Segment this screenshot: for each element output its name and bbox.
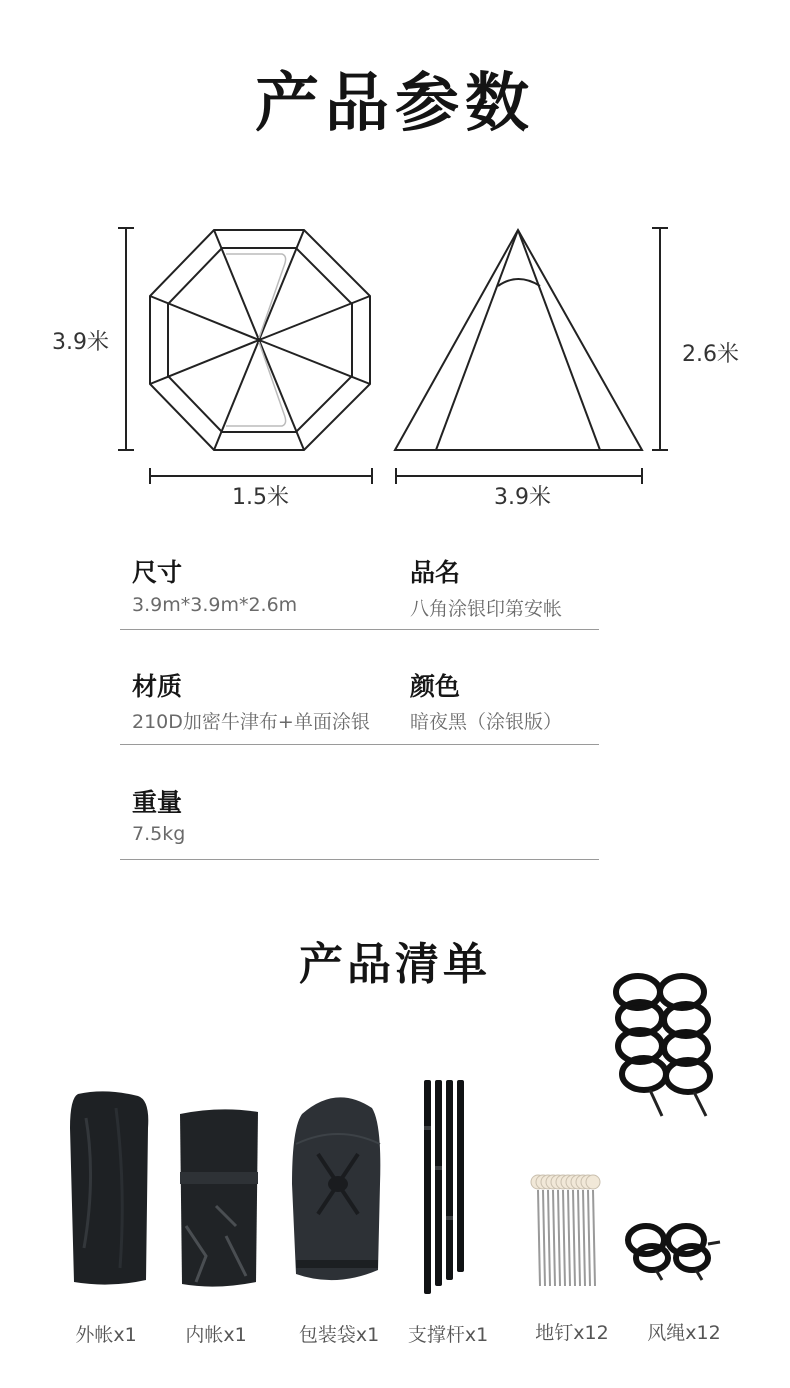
inner-tent-image bbox=[176, 1106, 262, 1290]
ground-stakes-image bbox=[528, 1170, 604, 1290]
packing-item-support-pole: 支撑杆x1 bbox=[407, 1324, 489, 1346]
packing-item-carry-bag: 包装袋x1 bbox=[298, 1324, 380, 1346]
side-view-height-bar bbox=[652, 228, 668, 450]
tent-side-view bbox=[395, 230, 642, 450]
spec-weight-value: 7.5kg bbox=[132, 823, 186, 845]
spec-name-key: 品名 bbox=[410, 558, 461, 587]
spec-material-value: 210D加密牛津布+单面涂银 bbox=[132, 711, 370, 733]
spec-size-key: 尺寸 bbox=[132, 558, 183, 587]
wind-rope-image bbox=[620, 1214, 724, 1286]
side-view-width-label: 3.9米 bbox=[494, 485, 551, 510]
tent-top-view bbox=[150, 230, 370, 450]
top-view-height-bar bbox=[118, 228, 134, 450]
side-view-height-label: 2.6米 bbox=[682, 342, 739, 367]
spec-weight-key: 重量 bbox=[132, 788, 183, 817]
spec-divider bbox=[120, 859, 599, 860]
packing-item-ground-stakes: 地钉x12 bbox=[535, 1322, 609, 1344]
top-view-height-label: 3.9米 bbox=[52, 330, 109, 355]
packing-item-inner-tent: 内帐x1 bbox=[185, 1324, 247, 1346]
guy-rope-bundle-image bbox=[610, 970, 722, 1125]
tent-dimension-diagram bbox=[0, 210, 790, 510]
carry-bag-image bbox=[288, 1084, 386, 1290]
spec-name-value: 八角涂银印第安帐 bbox=[410, 598, 563, 620]
packing-item-wind-rope: 风绳x12 bbox=[647, 1322, 721, 1344]
packing-item-outer-fly: 外帐x1 bbox=[75, 1324, 137, 1346]
top-view-width-label: 1.5米 bbox=[232, 485, 289, 510]
spec-size-value: 3.9m*3.9m*2.6m bbox=[132, 594, 298, 616]
spec-color-key: 颜色 bbox=[410, 672, 461, 701]
page-title: 产品参数 bbox=[255, 67, 535, 141]
spec-divider bbox=[120, 744, 599, 745]
packing-list-title: 产品清单 bbox=[299, 939, 491, 990]
support-poles-image bbox=[420, 1076, 470, 1298]
spec-divider bbox=[120, 629, 599, 630]
spec-color-value: 暗夜黑（涂银版） bbox=[410, 711, 563, 733]
spec-material-key: 材质 bbox=[132, 672, 183, 701]
outer-fly-image bbox=[66, 1088, 152, 1288]
